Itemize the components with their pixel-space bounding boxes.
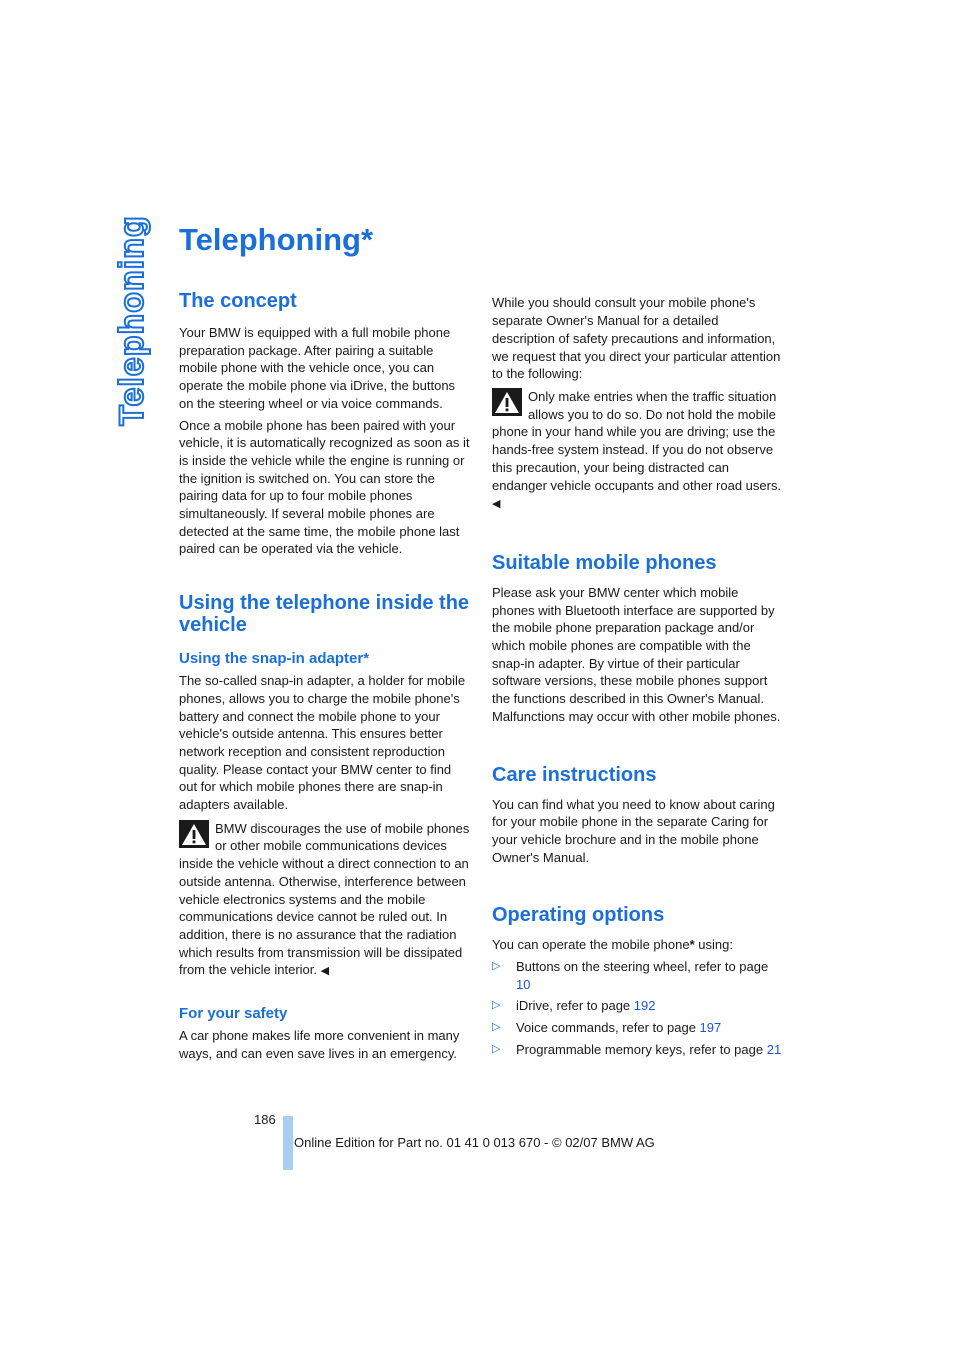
safety-heading: For your safety (179, 1005, 288, 1023)
footer-edition-text: Online Edition for Part no. 01 41 0 013 670 - © 02/07 BMW AG (294, 1135, 655, 1150)
page-number: 186 (254, 1112, 276, 1127)
antenna-warning-text: BMW discourages the use of mobile phones or other mobile communications devices inside the vehicle without a direct connection to an outside antenna. Otherwise, interference between vehicle electronics systems and the mobile communications device cannot be ruled out. In addition, there is no assurance that the radiation which results from transmission will be dissipated from the vehicle interior. (179, 820, 470, 978)
safety-paragraph: A car phone makes life more convenient in many ways, and can even save lives in an emergency. (179, 1028, 460, 1061)
page-title: Telephoning* (179, 222, 374, 257)
inside-vehicle-heading: Using the telephone inside the vehicle (179, 592, 470, 637)
safety-paragraph-continued (492, 294, 784, 382)
page-link-10[interactable]: 10 (516, 976, 531, 992)
list-item: ▷ Buttons on the steering wheel, refer to page 10 (492, 959, 769, 992)
bullet-arrow-icon: ▷ (492, 1042, 501, 1055)
snap-in-adapter-paragraph: The so-called snap-in adapter, a holder for mobile phones, allows you to charge the mobile phone's battery and connect the mobile phone to your vehicle's outside antenna. This ensures better network reception and consistent reproduction quality. Please contact your BMW center to find out for which mobile phones there are snap-in adapters available. (179, 673, 466, 813)
bullet-arrow-icon: ▷ (492, 1021, 501, 1034)
concept-heading: The concept (179, 290, 297, 312)
list-item: ▷ Voice commands, refer to page 197 (492, 1020, 722, 1036)
left-column (179, 290, 471, 1066)
safety-paragraph-continued-text: While you should consult your mobile phone's separate Owner's Manual for a detailed description of safety precautions and information, we request that you direct your particular attention to the following: (492, 295, 781, 382)
suitable-phones-heading: Suitable mobile phones (492, 551, 717, 574)
end-mark-icon: ◀ (492, 498, 501, 511)
bullet-arrow-icon: ▷ (492, 999, 501, 1012)
antenna-warning (179, 820, 471, 981)
optional-equipment-star: * (689, 937, 695, 953)
list-item: ▷ Programmable memory keys, refer to page 21 (492, 1041, 782, 1057)
warning-triangle-icon (179, 820, 209, 848)
warning-triangle-icon (492, 388, 522, 416)
care-heading: Care instructions (492, 763, 657, 786)
traffic-warning (492, 388, 784, 514)
operating-options-list (492, 958, 784, 1059)
section-side-tab-label: Telephoning (112, 214, 151, 426)
concept-paragraph-1: Your BMW is equipped with a full mobile phone preparation package. After pairing a suitable mobile phone with the vehicle once, you can operate the mobile phone via iDrive, the buttons on the steering wheel or via voice commands. (179, 325, 456, 411)
snap-in-adapter-heading: Using the snap-in adapter* (179, 650, 370, 668)
list-item: ▷ iDrive, refer to page 192 (492, 998, 656, 1014)
right-column (492, 294, 784, 1063)
page-link-192[interactable]: 192 (633, 998, 656, 1014)
section-side-tab (106, 214, 158, 426)
concept-paragraph-2: Once a mobile phone has been paired with your vehicle, it is automatically recognized as soon as it is inside the vehicle while the engine is running or the ignition is switched on. You can store the pairing data for up to four mobile phones simultaneously. If several mobile phones are detected at the same time, the mobile phone last paired can be operated via the vehicle. (179, 417, 470, 557)
traffic-warning-text: Only make entries when the traffic situation allows you to do so. Do not hold the mobile phone in your hand while you are driving; use the hands-free system instead. If you do not observe this precaution, your being distracted can endanger vehicle occupants and other road users. (492, 389, 782, 493)
operating-options-heading: Operating options (492, 904, 665, 927)
end-mark-icon: ◀ (320, 965, 330, 978)
footer-accent-bar (283, 1116, 293, 1170)
operating-options-intro: You can operate the mobile phone* using: (492, 937, 733, 953)
page-link-21[interactable]: 21 (766, 1041, 782, 1057)
bullet-arrow-icon: ▷ (492, 960, 501, 973)
suitable-phones-paragraph: Please ask your BMW center which mobile phones with Bluetooth interface are supported by the mobile phone preparation package and/or which mobile phones are compatible with the snap-in adapter. By virtue of their particular software versions, these mobile phones support the functions described in this Owner's Manual. Malfunctions may occur with other mobile phones. (492, 584, 781, 724)
page-link-197[interactable]: 197 (699, 1020, 722, 1036)
care-paragraph: You can find what you need to know about caring for your mobile phone in the separate Caring for your vehicle brochure and in the mobile phone Owner's Manual. (492, 796, 775, 865)
